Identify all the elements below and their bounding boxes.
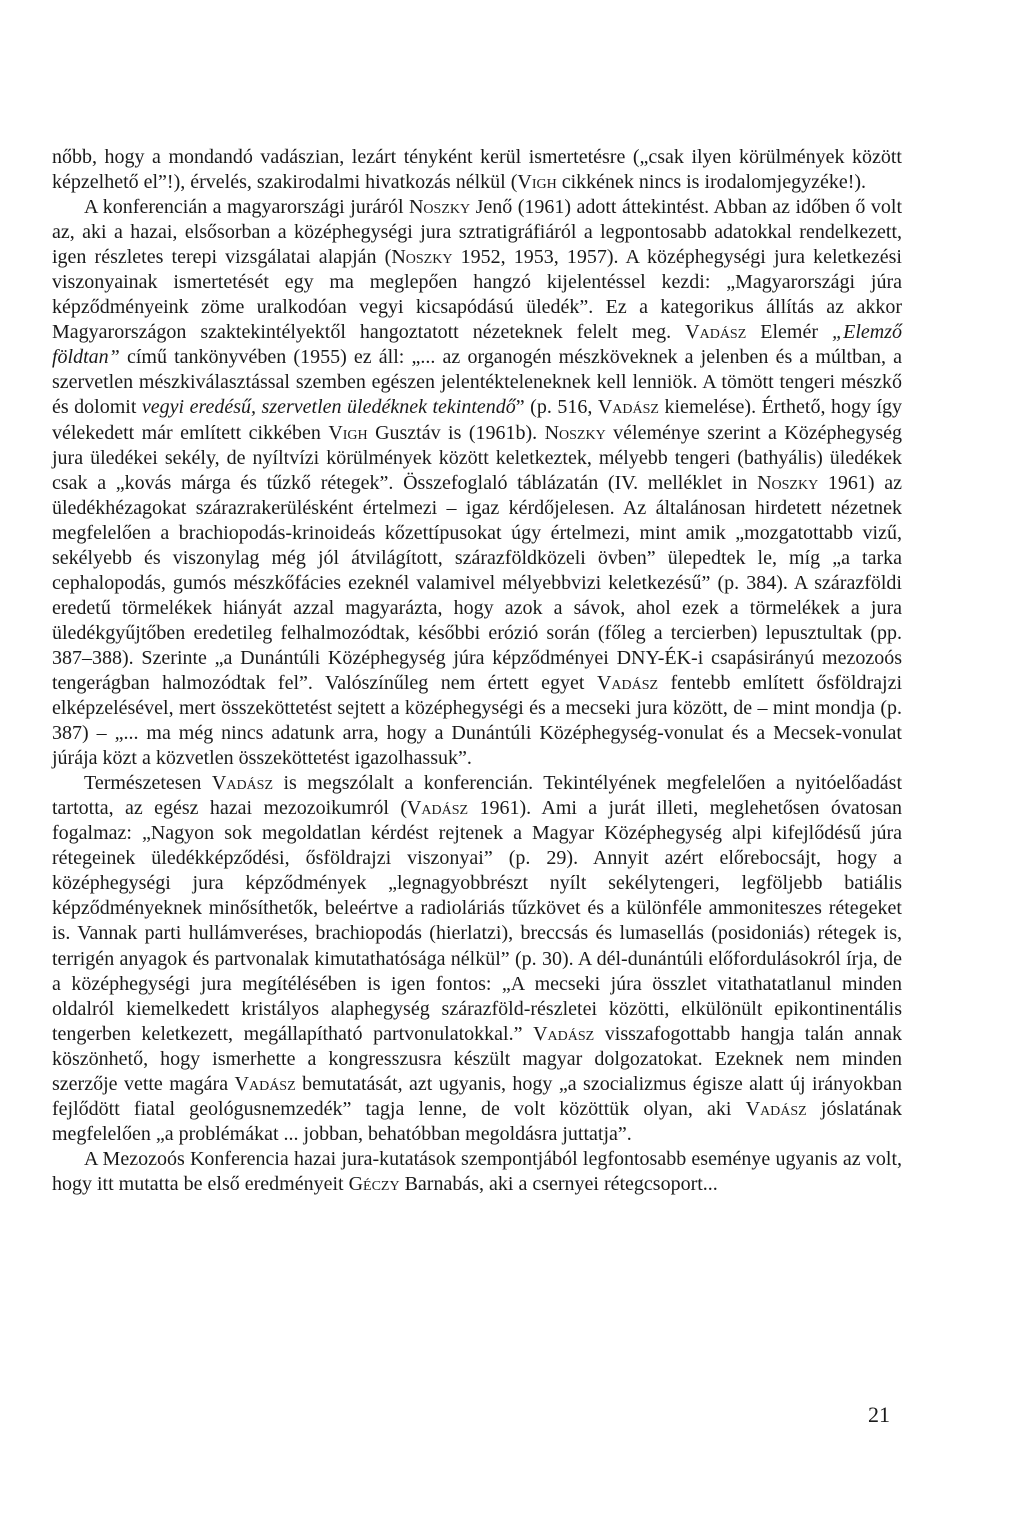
author-name: Vigh: [517, 171, 557, 194]
author-name: Vadász: [745, 1097, 807, 1120]
italic-text: „Elemző földtan”: [52, 321, 903, 369]
paragraph-3: Természetesen Vadász is megszólalt a konferencián. Tekintélyének megfelelően a nyitóelőadást tartotta, az egész hazai mezozoikumról (Vadász 1961). Ami a jurát illeti, meglehetősen óvatosan fogalmaz: „Nagyon sok megoldatlan kérdést rejtenek a Magyar Középhegység alpi kifejlődésű júra rétegeinek üledékképződési, ősföldrajzi viszonyai” (p. 29). Annyit azért előrebocsájt, hogy a középhegységi jura képződmények „legnagyobbrészt nyílt sekélytengeri, legföljebb batiális képződményeknek minősíthetők, beleértve a radioláriás tűzkövet és a különféle ammoniteszes rétegeket is. Vannak parti hullámveréses, brachiopodás (hierlatzi), breccsás és lumasellás (posidoniás) rétegek is, terrigén anyagok és partvonalak kimutathatósága nélkül” (p. 30). A dél-dunántúli előfordulásokról írja, de a középhegységi jura megítélésében is igen fontos: „A mecseki júra összlet vitathatatlanul minden oldalról kiemelkedett kristályos alaphegység szárazföld-részletei közötti, elkülönült epikontinentális tengerben keletkezett, megállapítható partvonulatokkal.” Vadász visszafogottabb hangja talán annak köszönhető, hogy ismerhette a kongresszusra készült magyar dolgozatokat. Ezeknek nem minden szerzője vette magára Vadász bemutatását, azt ugyanis, hogy „a szocializmus égisze alatt új irányokban fejlődött fiatal geológusnemzedék” tagja lenne, de volt közöttük olyan, aki Vadász jóslatának megfelelően „a problémákat ... jobban, behatóbban megoldásra juttatja”.: [52, 772, 902, 1145]
author-name: Vadász: [597, 396, 659, 419]
author-name: Noszky: [544, 421, 606, 444]
author-name: Vadász: [533, 1022, 595, 1045]
paragraph-1: nőbb, hogy a mondandó vadászian, lezárt tényként kerül ismertetésre („csak ilyen körülmények között képzelhető el”!), érvelés, szakirodalmi hivatkozás nélkül (Vigh cikkének nincs is irodalomjegyzéke!).: [52, 146, 902, 194]
author-name: Vadász: [596, 671, 659, 694]
author-name: Vadász: [685, 321, 747, 344]
author-name: Noszky: [391, 246, 453, 269]
author-name: Vadász: [211, 772, 274, 795]
author-name: Noszky: [408, 196, 471, 219]
italic-text: vegyi eredésű, szervetlen üledéknek tekintendő: [141, 396, 516, 419]
author-name: Vadász: [234, 1072, 296, 1095]
paragraph-4: A Mezozoós Konferencia hazai jura-kutatások szempontjából legfontosabb eseménye ugyanis az volt, hogy itt mutatta be első eredményeit Géczy Barnabás, aki a csernyei rétegcsoport...: [52, 1147, 902, 1195]
author-name: Vadász: [406, 797, 469, 820]
page-body-text: [52, 145, 902, 1197]
author-name: Géczy: [348, 1172, 400, 1195]
page-number: 21: [868, 1402, 890, 1427]
author-name: Noszky: [757, 471, 819, 494]
author-name: Vigh: [328, 421, 368, 444]
paragraph-2: A konferencián a magyarországi juráról Noszky Jenő (1961) adott áttekintést. Abban az időben ő volt az, aki a hazai, elsősorban a középhegységi jura sztratigráfiáról a legpontosabb adatokkal rendelkezett, igen részletes terepi vizsgálatai alapján (Noszky 1952, 1953, 1957). A középhegységi jura keletkezési viszonyainak ismertetését egy ma meglepően hangzó kijelentéssel kezdi: „Magyarországi júra képződményeink zöme uralkodóan vegyi kicsapódású üledék”. Ez a kategorikus állítás az akkor Magyarországon szaktekintélyektől hangoztatott nézeteknek felelt meg. Vadász Elemér „Elemző földtan” című tankönyvében (1955) ez áll: „... az organogén mészköveknek a jelenben és a múltban, a szervetlen mészkiválasztással szemben egészen jelentékteleneknek kell lenniök. A tömött tengeri mészkő és dolomit vegyi eredésű, szervetlen üledéknek tekintendő” (p. 516, Vadász kiemelése). Érthető, hogy így vélekedett már említett cikkében Vigh Gusztáv is (1961b). Noszky véleménye szerint a Középhegység jura üledékei sekély, de nyíltvízi körülmények között keletkeztek, mélyebb tengeri (bathyális) üledékek csak a „kovás márga és tűzkő rétegek”. Összefoglaló táblázatán (IV. melléklet in Noszky 1961) az üledékhézagokat szárazrakerülésként értelmezi – igaz kérdőjelesen. Az általánosan hirdetett nézetnek megfelelően a brachiopodás-krinoideás kőzettípusokat úgy értelmezi, mint amik „mozgatottabb vizű, sekélyebb és viszonylag még jól átvilágított, szárazföldközeli övben” ülepedtek le, míg „a tarka cephalopodás, gumós mészkőfácies ezeknél valamivel mélyebbvizi keletkezésű” (p. 384). A szárazföldi eredetű törmelékek hiányát azzal magyarázta, hogy azok a sávok, ahol ezek a törmelékek a jura üledékgyűjtőben eredetileg felhalmozódtak, későbbi erózió során (főleg a tercierben) lepusztultak (pp. 387–388). Szerinte „a Dunántúli Középhegység júra képződményei DNY-ÉK-i csapásirányú mezozoós tengerágban halmozódtak fel”. Valószínűleg nem értett egyet Vadász fentebb említett ősföldrajzi elképzelésével, mert összeköttetést sejtett a középhegységi és a mecseki jura között, de – mint mondja (p. 387) – „... ma még nincs adatunk arra, hogy a Dunántúli Középhegység-vonulat és a Mecsek-vonulat júrája közt a közvetlen összeköttetést igazolhassuk”.: [52, 196, 903, 770]
